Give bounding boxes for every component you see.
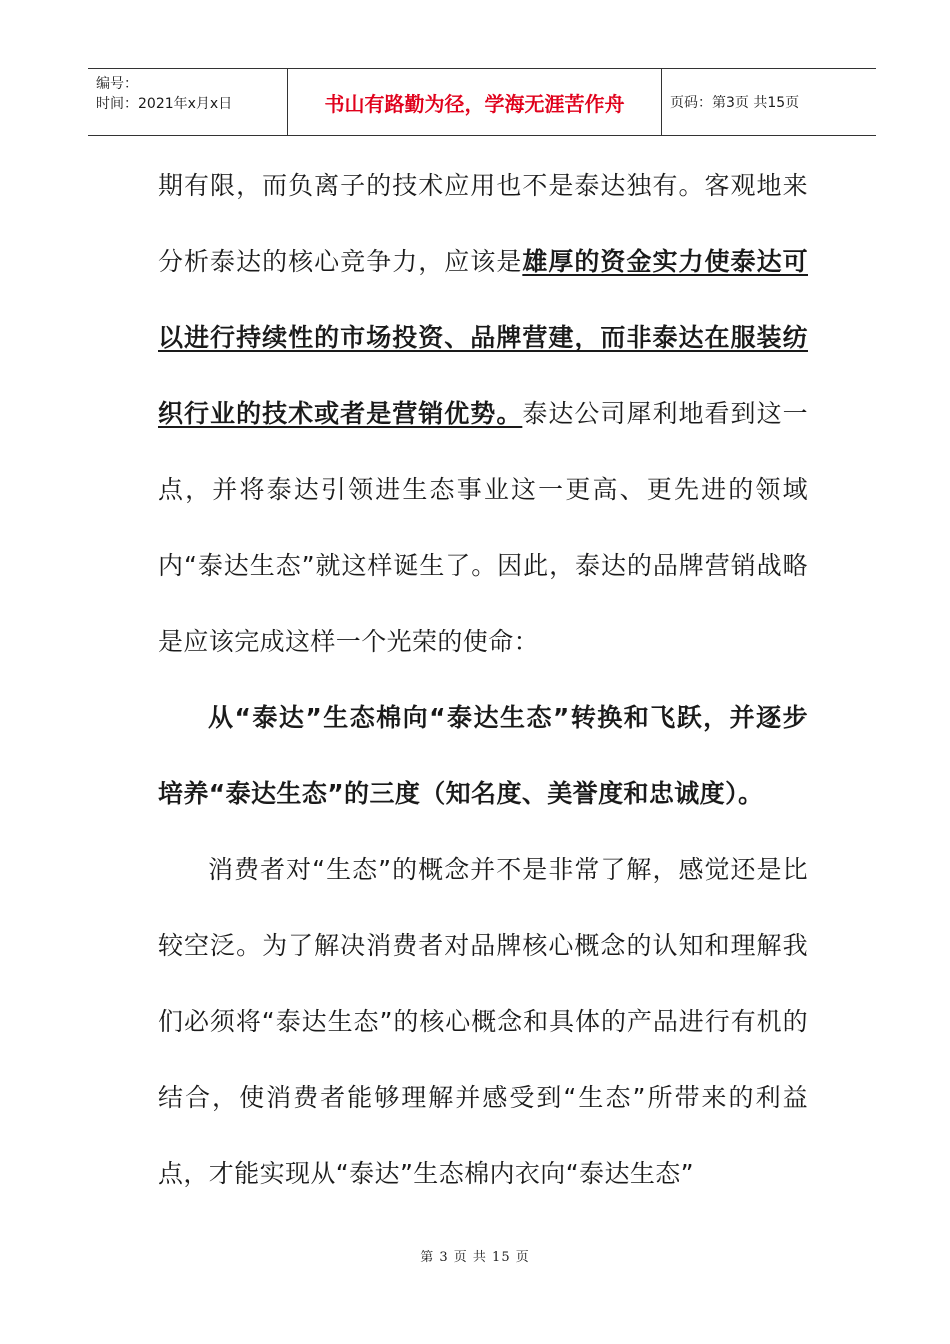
paragraph-2-bold: 从“泰达”生态棉向“泰达生态”转换和飞跃，并逐步培养“泰达生态”的三度（知名度、美誉度和忠诚度）。 bbox=[158, 703, 808, 808]
paragraph-3: 消费者对“生态”的概念并不是非常了解，感觉还是比较空泛。为了解决消费者对品牌核心概念的认知和理解我们必须将“泰达生态”的核心概念和具体的产品进行有机的结合，使消费者能够理解并感受到“生态”所带来的利益点，才能实现从“泰达”生态棉内衣向“泰达生态” bbox=[158, 855, 808, 1188]
header-page-label: 页码：第3页 共15页 bbox=[670, 95, 800, 111]
paragraph-1-text-b: 泰达公司犀利地看到这一点，并将泰达引领进生态事业这一更高、更先进的领域内“泰达生态”就这样诞生了。因此，泰达的品牌营销战略是应该完成这样一个光荣的使命： bbox=[158, 399, 808, 656]
document-body bbox=[158, 148, 808, 1212]
time-label: 时间：2021年x月x日 bbox=[96, 96, 233, 112]
paragraph-1-bold-underlined: 雄厚的资金实力使泰达可以进行持续性的市场投资、品牌营建，而非泰达在服装纺织行业的技术或者是营销优势。 bbox=[158, 247, 808, 428]
paragraph-1-text-a: 期有限，而负离子的技术应用也不是泰达独有。客观地来分析泰达的核心竞争力，应该是 bbox=[158, 171, 808, 276]
page-footer: 第 3 页 共 15 页 bbox=[420, 1250, 530, 1265]
header-motto: 书山有路勤为径，学海无涯苦作舟 bbox=[288, 69, 662, 135]
paragraph-1 bbox=[158, 148, 808, 680]
number-label: 编号： bbox=[96, 76, 138, 92]
header-meta bbox=[88, 69, 288, 135]
page-header bbox=[88, 68, 876, 136]
